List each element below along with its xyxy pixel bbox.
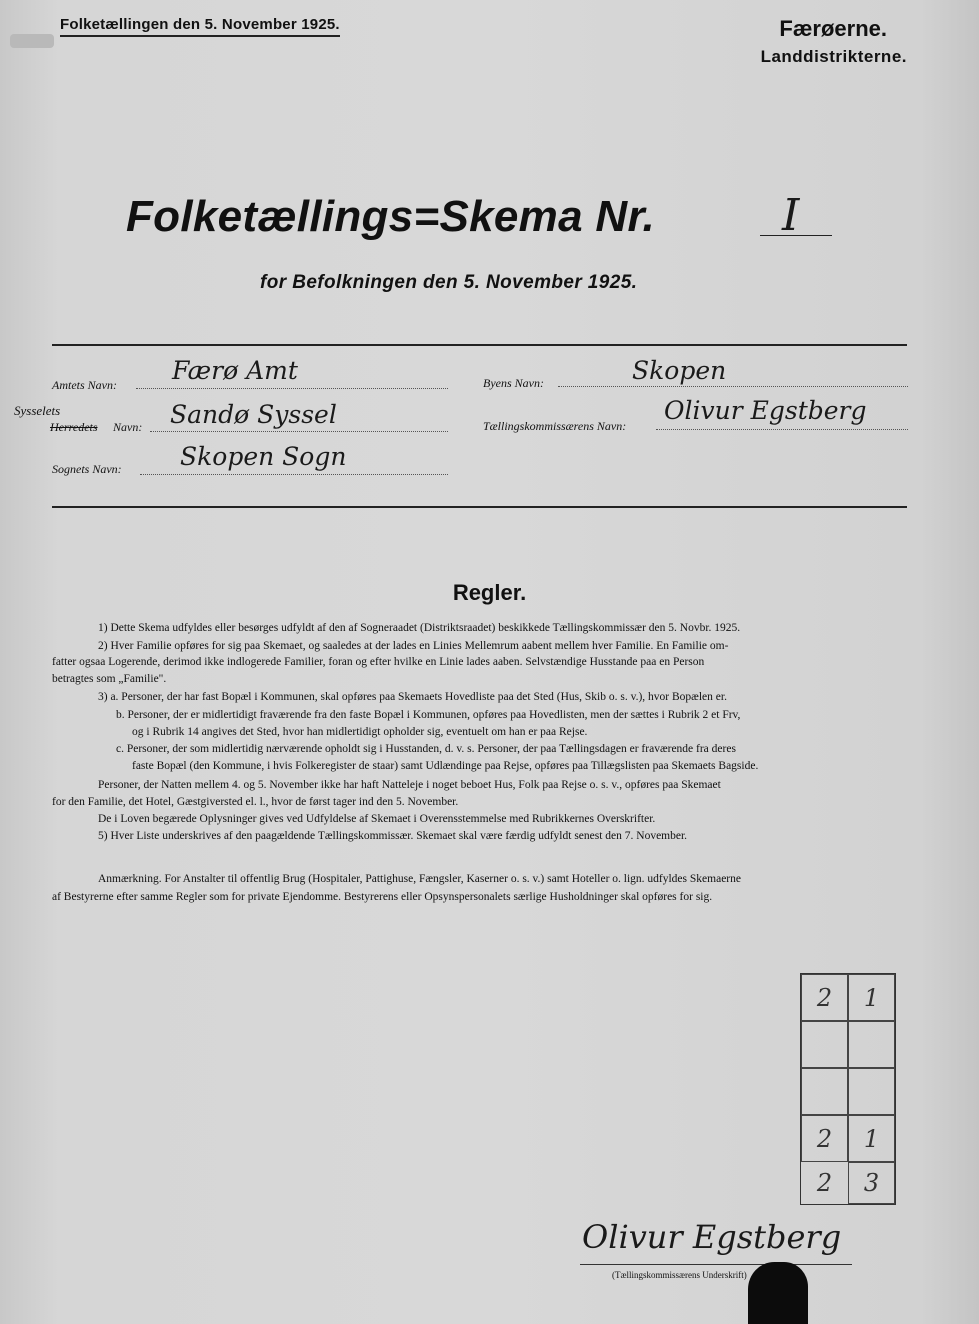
by-label: Byens Navn: bbox=[483, 376, 544, 390]
by-value: Skopen bbox=[632, 356, 727, 385]
sogn-line bbox=[140, 474, 448, 475]
rule-line-3: fatter ogsaa Logerende, derimod ikke indlogerede Familier, foran og efter hvilke en Linie lades aaben. Selvstændige Husstande paa en Person bbox=[52, 656, 705, 668]
sogn-value: Skopen Sogn bbox=[180, 442, 347, 471]
form-number-line bbox=[760, 235, 832, 236]
tally-cell: 3 bbox=[848, 1162, 895, 1204]
rule-line-12: De i Loven begærede Oplysninger gives ved Udfyldelse af Skemaet i Overensstemmelse med Rubrikkernes Overskrifter. bbox=[98, 813, 656, 825]
form-title: Folketællings=Skema Nr. bbox=[126, 192, 655, 241]
signature: Olivur Egstberg bbox=[582, 1218, 842, 1256]
tally-cell: 2 bbox=[801, 974, 848, 1021]
herred-value: Sandø Syssel bbox=[170, 400, 337, 429]
sogn-label: Sognets Navn: bbox=[52, 462, 122, 476]
signature-line bbox=[580, 1264, 852, 1265]
amt-value: Færø Amt bbox=[172, 356, 298, 385]
tally-cell: 2 bbox=[801, 1115, 848, 1162]
faint-stamp-mark bbox=[10, 34, 54, 48]
rule-line-5: 3) a. Personer, der har fast Bopæl i Kommunen, skal opføres paa Skemaets Hovedliste paa det Sted (Hus, Skib o. s. v.), hvor Bopælen er. bbox=[98, 691, 727, 703]
top-divider bbox=[52, 344, 907, 346]
note-line-2: af Bestyrerne efter samme Regler som for private Ejendomme. Bestyrerens eller Opsynspersonalets særlige Husholdninger skal opføres for sig. bbox=[52, 891, 713, 903]
rule-line-13: 5) Hver Liste underskrives af den paagældende Tællingskommissær. Skemaet skal være færdig udfyldt senest den 7. November. bbox=[98, 830, 688, 842]
amt-line bbox=[136, 388, 448, 389]
tally-cell: 2 bbox=[816, 1169, 833, 1197]
rule-line-7: og i Rubrik 14 angives det Sted, hvor han midlertidigt opholder sig, eventuelt om han er paa Rejse. bbox=[132, 726, 588, 738]
tally-grid bbox=[800, 973, 896, 1205]
rules-heading: Regler. bbox=[452, 580, 527, 605]
rule-line-2: 2) Hver Familie opføres for sig paa Skemaet, og saaledes at der lades en Linies Mellemrum aabent mellem hver Familie. En Familie om- bbox=[98, 640, 729, 652]
herred-label-insert: Sysselets bbox=[14, 403, 61, 418]
rule-line-1: 1) Dette Skema udfyldes eller besørges udfyldt af den af Sogneraadet (Distriktsraadet) beskikkede Tællingskommissær den 5. Novbr. 1925. bbox=[98, 622, 741, 634]
bottom-divider bbox=[52, 506, 907, 508]
tally-cell bbox=[848, 1021, 895, 1068]
rule-line-6: b. Personer, der er midlertidigt fraværende fra den faste Bopæl i Kommunen, opføres paa Hovedlisten, men der sættes i Rubrik 2 et Frv, bbox=[116, 709, 741, 721]
herred-label-struck: Herredets bbox=[50, 420, 98, 434]
tally-cell bbox=[801, 1068, 848, 1115]
signature-caption: (Tællingskommissærens Underskrift) bbox=[612, 1270, 747, 1280]
region-subtitle: Landdistrikterne. bbox=[760, 47, 907, 66]
tally-cell: 1 bbox=[848, 974, 895, 1021]
rule-line-8: c. Personer, der som midlertidig nærværende opholdt sig i Husstanden, d. v. s. Personer, der paa Tællingsdagen er fraværende fra deres bbox=[116, 743, 736, 755]
amt-label: Amtets Navn: bbox=[52, 378, 117, 392]
tally-cell: 1 bbox=[848, 1115, 895, 1162]
ink-blot bbox=[748, 1262, 808, 1324]
form-number: I bbox=[782, 190, 800, 241]
kommissaer-label: Tællingskommissærens Navn: bbox=[483, 419, 627, 433]
by-line bbox=[558, 386, 908, 387]
kommissaer-value: Olivur Egstberg bbox=[664, 396, 867, 425]
kommissaer-line bbox=[656, 429, 908, 430]
rule-line-11: for den Familie, det Hotel, Gæstgiversted el. l., hvor de først tager ind den 5. November. bbox=[52, 796, 459, 808]
census-date-header: Folketællingen den 5. November 1925. bbox=[60, 16, 340, 37]
region-title: Færøerne. bbox=[779, 16, 887, 41]
rule-line-10: Personer, der Natten mellem 4. og 5. November ikke har haft Natteleje i noget beboet Hus, Folk paa Rejse o. s. v., opføres paa Skemaet bbox=[98, 779, 721, 791]
herred-line bbox=[150, 431, 448, 432]
rule-line-9: faste Bopæl (den Kommune, i hvis Folkeregister de staar) samt Udlændinge paa Rejse, opføres paa Tillægslisten paa Skemaets Bagside. bbox=[132, 760, 759, 772]
tally-cell bbox=[801, 1021, 848, 1068]
form-subtitle: for Befolkningen den 5. November 1925. bbox=[260, 272, 638, 293]
herred-label-rest: Navn: bbox=[113, 420, 143, 434]
rule-line-4: betragtes som „Familie". bbox=[52, 673, 167, 685]
tally-cell bbox=[848, 1068, 895, 1115]
note-line-1: Anmærkning. For Anstalter til offentlig Brug (Hospitaler, Pattighuse, Fængsler, Kaserner o. s. v.) samt Hoteller o. lign. udfyldes Skemaerne bbox=[98, 873, 741, 885]
